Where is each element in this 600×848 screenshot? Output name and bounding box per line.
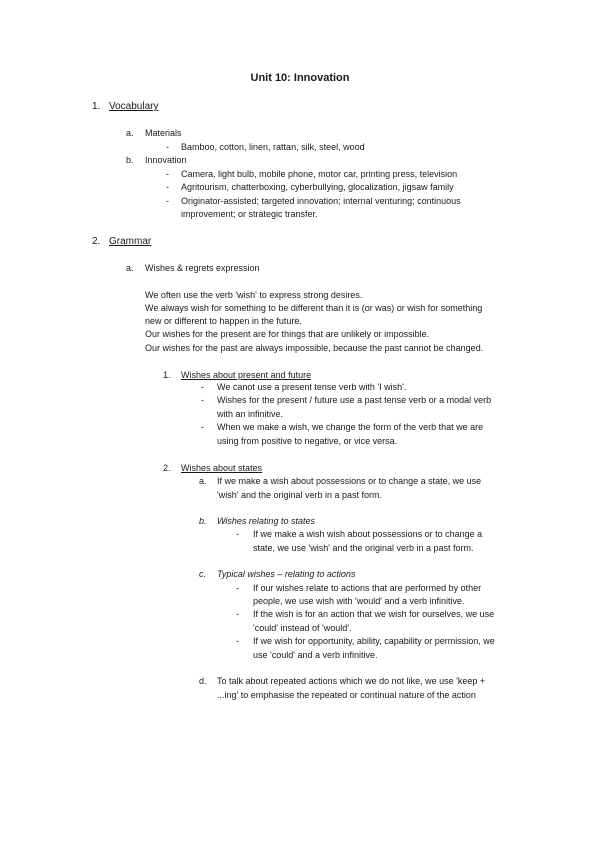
list-item: When we make a wish, we change the form of the verb that we are: [217, 422, 484, 432]
bullet: -: [236, 609, 239, 619]
page-title: Unit 10: Innovation: [250, 72, 350, 84]
bullet: -: [166, 196, 169, 206]
intro-line: We often use the verb 'wish' to express strong desires.: [145, 290, 363, 300]
list-item-continuation: use 'could' and a verb infinitive.: [253, 650, 378, 660]
list-item: Agritourism, chatterboxing, cyberbullying, glocalization, jigsaw family: [181, 182, 454, 192]
sub-label-wishes: Wishes & regrets expression: [145, 263, 260, 273]
section-heading-grammar: Grammar: [109, 236, 152, 247]
point-heading: Wishes about present and future: [181, 370, 312, 380]
list-item-continuation: people, we use wish with 'would' and a verb infinitive.: [253, 596, 465, 606]
sub-label-states: Wishes relating to states: [217, 516, 315, 526]
list-item-continuation: state, we use 'wish' and the original verb in a past form.: [253, 543, 474, 553]
intro-line: new or different to happen in the future.: [145, 316, 302, 326]
list-item: Bamboo, cotton, linen, rattan, silk, steel, wood: [181, 142, 365, 152]
bullet: -: [166, 142, 169, 152]
sub-letter: a.: [199, 476, 207, 486]
sub-label-actions: Typical wishes – relating to actions: [217, 569, 356, 579]
paragraph-line: 'wish' and the original verb in a past form.: [217, 490, 383, 500]
list-item: If the wish is for an action that we wish for ourselves, we use: [253, 609, 495, 619]
list-item: Wishes for the present / future use a past tense verb or a modal verb: [217, 395, 492, 405]
intro-line: Our wishes for the present are for things that are unlikely or impossible.: [145, 329, 430, 339]
sub-letter: b.: [199, 516, 207, 526]
bullet: -: [166, 182, 169, 192]
point-number: 2.: [163, 463, 171, 473]
list-item: If we make a wish wish about possessions or to change a: [253, 529, 483, 539]
sub-letter: d.: [199, 676, 207, 686]
section-number: 1.: [92, 101, 101, 112]
sub-letter: a.: [126, 263, 134, 273]
bullet: -: [236, 583, 239, 593]
paragraph-line: If we make a wish about possessions or to change a state, we use: [217, 476, 482, 486]
bullet: -: [236, 636, 239, 646]
list-item-continuation: 'could' instead of 'would'.: [253, 623, 352, 633]
bullet: -: [236, 529, 239, 539]
paragraph-line: ...ing' to emphasise the repeated or continual nature of the action: [217, 690, 476, 700]
list-item: Camera, light bulb, mobile phone, motor car, printing press, television: [181, 169, 458, 179]
bullet: -: [201, 395, 204, 405]
bullet: -: [166, 169, 169, 179]
list-item: If our wishes relate to actions that are performed by other: [253, 583, 482, 593]
sub-letter: a.: [126, 128, 134, 138]
intro-line: We always wish for something to be different than it is (or was) or wish for something: [145, 303, 483, 313]
paragraph-line: To talk about repeated actions which we do not like, we use 'keep +: [217, 676, 486, 686]
bullet: -: [201, 382, 204, 392]
section-number: 2.: [92, 236, 101, 247]
sub-letter: b.: [126, 155, 134, 165]
point-number: 1.: [163, 370, 171, 380]
list-item-continuation: with an infinitive.: [217, 409, 284, 419]
point-heading: Wishes about states: [181, 463, 263, 473]
list-item: We canot use a present tense verb with 'I wish'.: [217, 382, 407, 392]
sub-label-materials: Materials: [145, 128, 182, 138]
list-item-continuation: improvement; or strategic transfer.: [181, 209, 318, 219]
bullet: -: [201, 422, 204, 432]
sub-letter: c.: [199, 569, 207, 579]
intro-line: Our wishes for the past are always impossible, because the past cannot be changed.: [145, 343, 484, 353]
section-heading-vocabulary: Vocabulary: [109, 101, 159, 112]
list-item-continuation: using from positive to negative, or vice versa.: [217, 436, 398, 446]
list-item: If we wish for opportunity, ability, capability or permission, we: [253, 636, 495, 646]
list-item: Originator-assisted; targeted innovation; internal venturing; continuous: [181, 196, 461, 206]
sub-label-innovation: Innovation: [145, 155, 187, 165]
